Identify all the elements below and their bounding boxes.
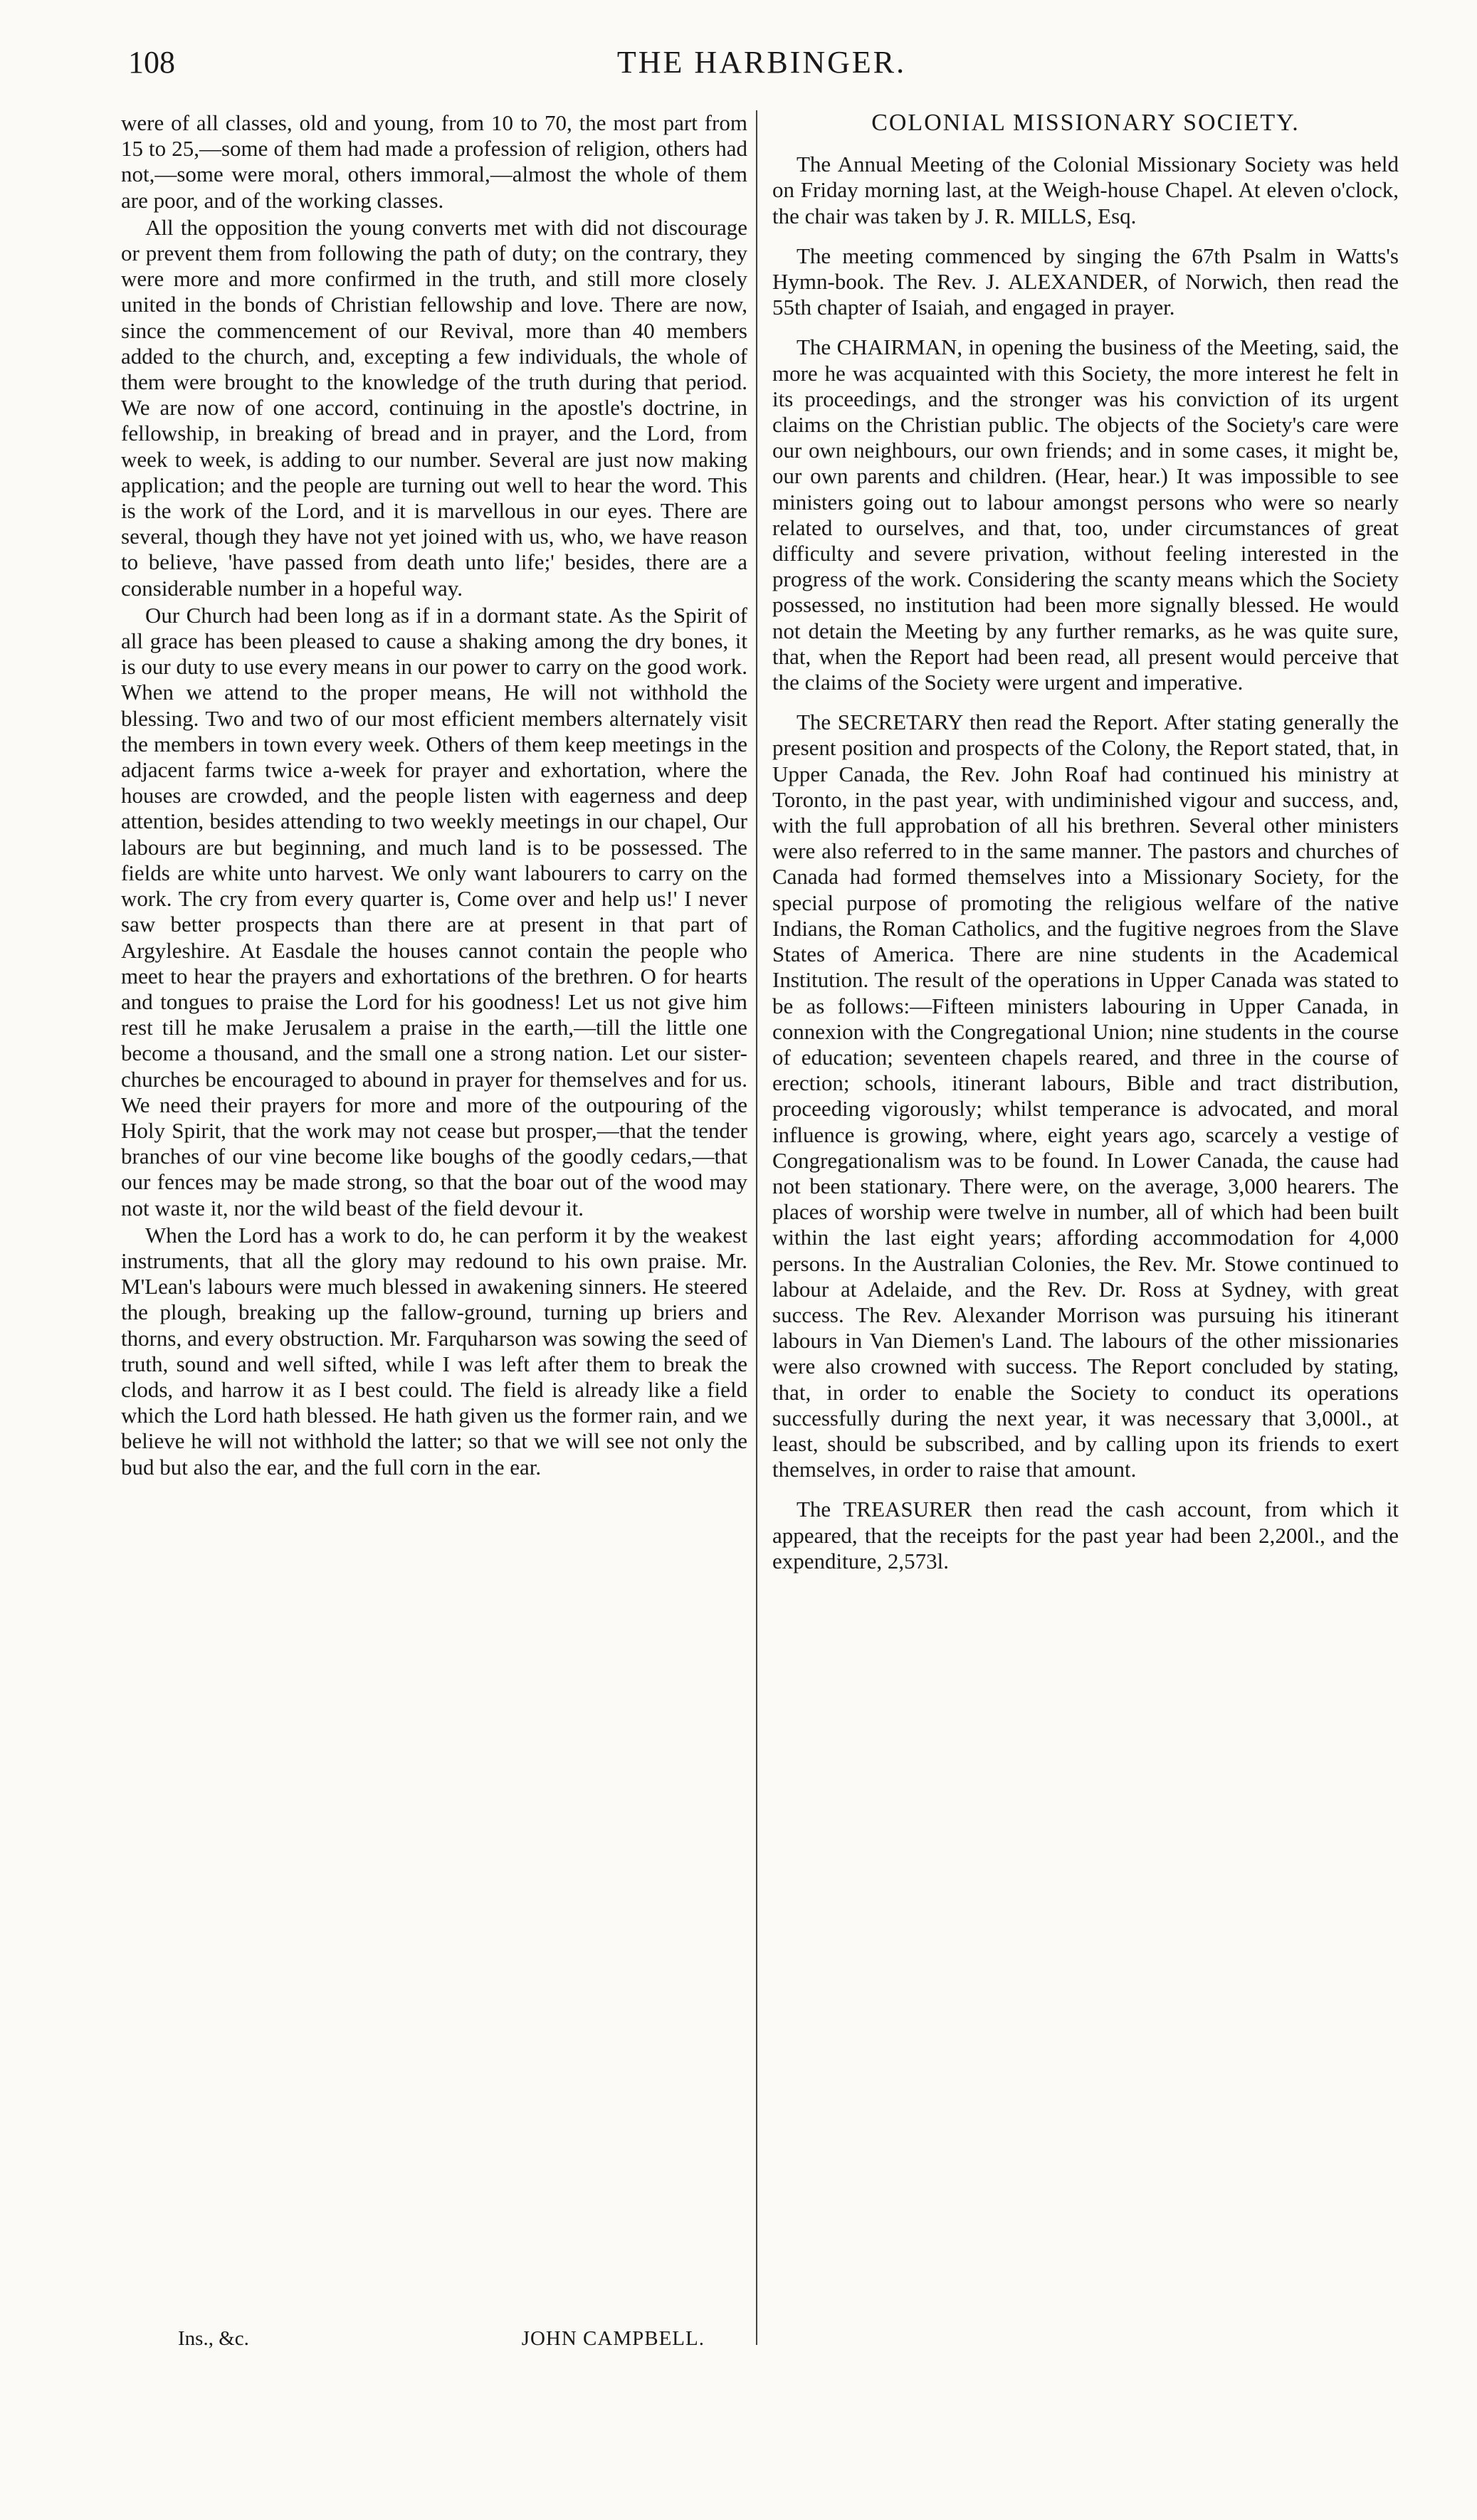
right-column xyxy=(772,110,1399,1574)
section-title: COLONIAL MISSIONARY SOCIETY. xyxy=(871,110,1300,136)
left-column xyxy=(121,110,747,1480)
right-paragraph-3: The CHAIRMAN, in opening the business of the Meeting, said, the more he was acquainted with this Society, the more interest he felt in its proceedings, and the stronger was his conviction of its urgent claims on the Christian public. The objects of the Society's care were our own neighbours, our own friends; and in some cases, it might be, our own parents and children. (Hear, hear.) It was impossible to see ministers going out to labour amongst persons who were so nearly related to ourselves, and that, too, under circumstances of great difficulty and severe privation, without feeling interested in the progress of the work. Considering the scanty means which the Society possessed, no institution had been more signally blessed. He would not detain the Meeting by any further remarks, as he was quite sure, that, when the Report had been read, all present would perceive that the claims of the Society were urgent and imperative. xyxy=(772,334,1399,695)
left-paragraph-3: Our Church had been long as if in a dormant state. As the Spirit of all grace has been pleased to cause a shaking among the dry bones, it is our duty to use every means in our power to carry on the good work. When we attend to the proper means, He will not withhold the blessing. Two and two of our most efficient members alternately visit the members in town every week. Others of them keep meetings in the adjacent farms twice a-week for prayer and exhortation, where the houses are crowded, and the people listen with eagerness and deep attention, besides attending to two weekly meetings in our chapel, Our labours are but beginning, and much land is to be possessed. The fields are white unto harvest. We only want labourers to carry on the work. The cry from every quarter is, Come over and help us!' I never saw better prospects than there are at present in that part of Argyleshire. At Easdale the houses cannot contain the people who meet to hear the prayers and exhortations of the brethren. O for hearts and tongues to praise the Lord for his goodness! Let us not give him rest till he make Jerusalem a praise in the earth,—till the little one become a thousand, and the small one a strong nation. Let our sister-churches be encouraged to abound in prayer for themselves and for us. We need their prayers for more and more of the outpouring of the Holy Spirit, that the work may not cease but prosper,—that the tender branches of our vine become like boughs of the goodly cedars,—that our fences may be made strong, so that the boar out of the wood may not waste it, nor the wild beast of the field devour it. xyxy=(121,602,747,1221)
left-paragraph-4: When the Lord has a work to do, he can perform it by the weakest instruments, that all the glory may redound to his own praise. Mr. M'Lean's labours were much blessed in awakening sinners. He steered the plough, breaking up the fallow-ground, turning up briers and thorns, and every obstruction. Mr. Farquharson was sowing the seed of truth, sound and well sifted, while I was left after them to break the clods, and harrow it as I best could. The field is already like a field which the Lord hath blessed. He hath given us the former rain, and we believe he will not withhold the latter; so that we will see not only the bud but also the ear, and the full corn in the ear. xyxy=(121,1222,747,1480)
signoff-name: JOHN CAMPBELL. xyxy=(521,2327,705,2350)
column-divider xyxy=(756,110,757,2345)
letter-signoff xyxy=(121,2327,747,2351)
right-paragraph-1: The Annual Meeting of the Colonial Missionary Society was held on Friday morning last, at the Weigh-house Chapel. At eleven o'clock, the chair was taken by J. R. MILLS, Esq. xyxy=(772,152,1399,228)
right-paragraph-4: The SECRETARY then read the Report. After stating generally the present position and prospects of the Colony, the Report stated, that, in Upper Canada, the Rev. John Roaf had continued his ministry at Toronto, in the past year, with undiminished vigour and success, and, with the full approbation of all his brethren. Several other ministers were also referred to in the same manner. The pastors and churches of Canada had formed themselves into a Missionary Society, for the special purpose of promoting the religious welfare of the native Indians, the Roman Catholics, and the fugitive negroes from the Slave States of America. There are nine students in the Academical Institution. The result of the operations in Upper Canada was stated to be as follows:—Fifteen ministers labouring in Upper Canada, in connexion with the Congregational Union; nine students in the course of education; seventeen chapels reared, and three in the course of erection; schools, itinerant labours, Bible and tract distribution, proceeding vigorously; whilst temperance is advocated, and moral influence is growing, where, eight years ago, scarcely a vestige of Congregationalism was to be found. In Lower Canada, the cause had not been stationary. There were, on the average, 3,000 hearers. The places of worship were twelve in number, all of which had been built within the last eight years; affording accommodation for 4,000 persons. In the Australian Colonies, the Rev. Mr. Stowe continued to labour at Adelaide, and the Rev. Dr. Ross at Sydney, with great success. The Rev. Alexander Morrison was pursuing his itinerant labours in Van Diemen's Land. The labours of the other missionaries were also crowned with success. The Report concluded by stating, that, in order to enable the Society to conduct its operations successfully during the next year, it was necessary that 3,000l., at least, should be subscribed, and by calling upon its friends to exert themselves, in order to raise that amount. xyxy=(772,710,1399,1482)
right-paragraph-5: The TREASURER then read the cash account, from which it appeared, that the receipts for the past year had been 2,200l., and the expenditure, 2,573l. xyxy=(772,1497,1399,1573)
left-paragraph-1: were of all classes, old and young, from 10 to 70, the most part from 15 to 25,—some of them had made a profession of religion, others had not,—some were moral, others immoral,—almost the whole of them are poor, and of the working classes. xyxy=(121,110,747,213)
page-number: 108 xyxy=(128,45,175,80)
signoff-place: Ins., &c. xyxy=(178,2327,249,2350)
running-title: THE HARBINGER. xyxy=(616,45,907,80)
page-header xyxy=(128,44,1395,94)
right-paragraph-2: The meeting commenced by singing the 67th Psalm in Watts's Hymn-book. The Rev. J. ALEXANDER, of Norwich, then read the 55th chapter of Isaiah, and engaged in prayer. xyxy=(772,243,1399,320)
left-paragraph-2: All the opposition the young converts met with did not discourage or prevent them from following the path of duty; on the contrary, they were more and more confirmed in the truth, and still more closely united in the bonds of Christian fellowship and love. There are now, since the commencement of our Revival, more than 40 members added to the church, and, excepting a few individuals, the whole of them were brought to the knowledge of the truth during that period. We are now of one accord, continuing in the apostle's doctrine, in fellowship, in breaking of bread and in prayer, and the Lord, from week to week, is adding to our number. Several are just now making application; and the people are turning out well to hear the word. This is the work of the Lord, and it is marvellous in our eyes. There are several, though they have not yet joined with us, who, we have reason to believe, 'have passed from death unto life;' besides, there are a considerable number in a hopeful way. xyxy=(121,214,747,601)
